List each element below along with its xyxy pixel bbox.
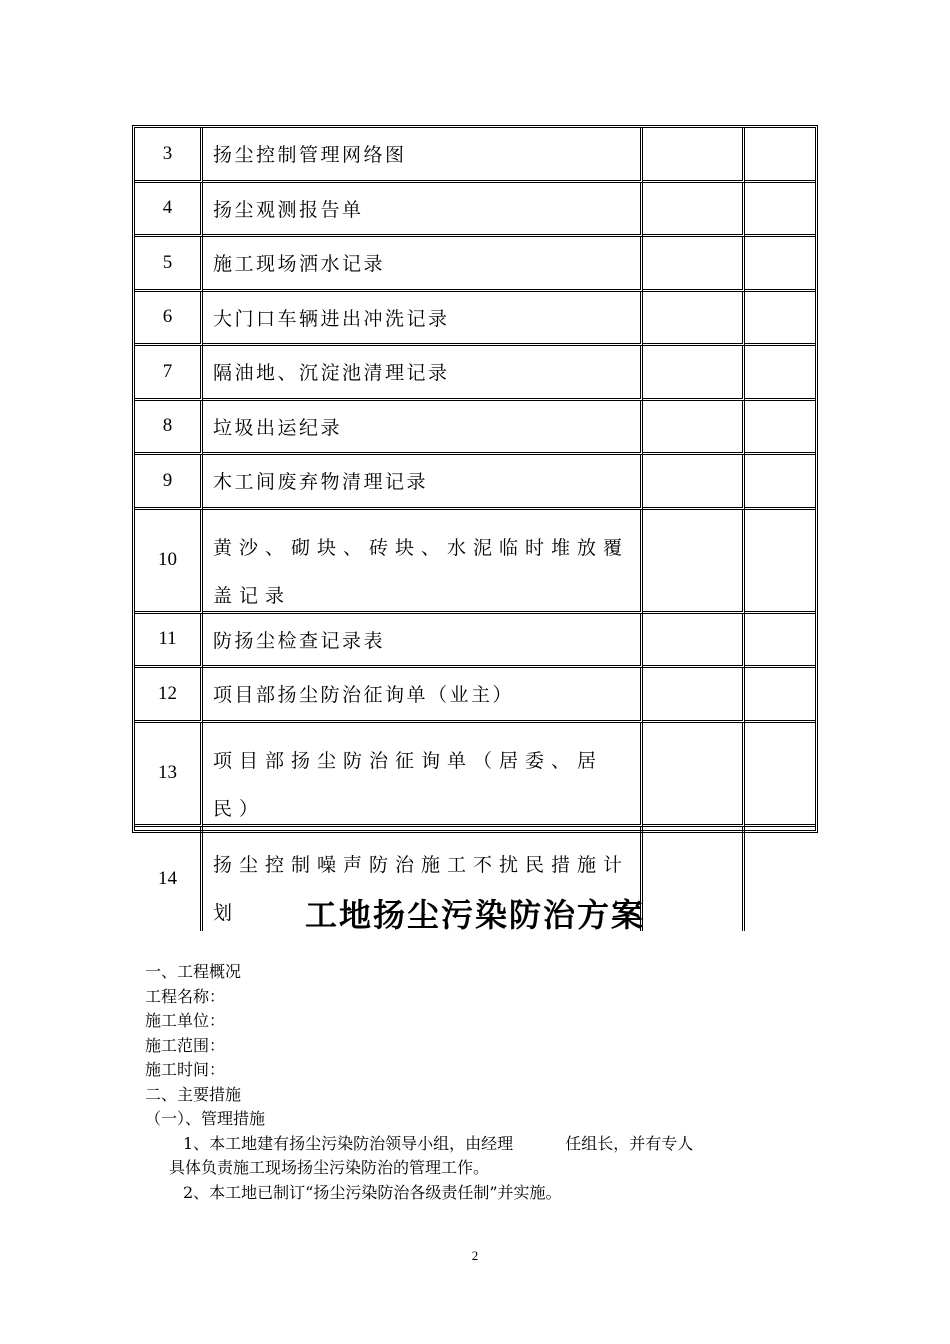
document-title: 工地扬尘污染防治方案: [304, 896, 645, 934]
record-name: 项目部扬尘防治征询单（业主）: [203, 668, 643, 723]
row-number: 14: [135, 827, 203, 931]
table-row: [135, 237, 815, 292]
record-name: 大门口车辆进出冲洗记录: [203, 292, 643, 347]
blank-cell: [745, 614, 815, 669]
construction-scope-field: 施工范围：: [145, 1035, 226, 1055]
row-number: 10: [135, 510, 203, 614]
blank-cell: [745, 237, 815, 292]
row-number: 4: [135, 183, 203, 238]
blank-cell: [643, 723, 745, 827]
item-1: [145, 1132, 815, 1157]
blank-cell: [643, 237, 745, 292]
blank-cell: [745, 401, 815, 456]
row-number: 9: [135, 455, 203, 510]
table-row: [135, 183, 815, 238]
blank-cell: [643, 614, 745, 669]
blank-cell: [643, 668, 745, 723]
blank-cell: [643, 183, 745, 238]
record-name: 扬尘控制管理网络图: [203, 128, 643, 183]
record-name: 垃圾出运纪录: [203, 401, 643, 456]
blank-cell: [745, 510, 815, 614]
table-row: [135, 668, 815, 723]
page-number: 2: [471, 1248, 479, 1263]
row-number: 11: [135, 614, 203, 669]
row-number: 3: [135, 128, 203, 183]
table-row: [135, 128, 815, 183]
blank-cell: [643, 401, 745, 456]
blank-cell: [643, 455, 745, 510]
blank-cell: [643, 346, 745, 401]
row-number: 12: [135, 668, 203, 723]
blank-cell: [745, 292, 815, 347]
row-number: 5: [135, 237, 203, 292]
blank-cell: [643, 292, 745, 347]
item-1-part-a: 1、本工地建有扬尘污染防治领导小组，由经理: [183, 1133, 514, 1153]
record-name: 扬尘控制噪声防治施工不扰民措施计划: [203, 827, 643, 931]
construction-time-field: 施工时间：: [145, 1060, 226, 1079]
table-row: [135, 292, 815, 347]
blank-cell: [745, 723, 815, 827]
item-1-part-b: 任组长，并有专人: [565, 1133, 694, 1153]
blank-cell: [745, 668, 815, 723]
item-2: 2、本工地已制订“扬尘污染防治各级责任制”并实施。: [183, 1182, 562, 1202]
blank-cell: [745, 183, 815, 238]
section-heading-overview: 一、工程概况: [145, 962, 242, 981]
blank-cell: [643, 510, 745, 614]
construction-unit-field: 施工单位：: [145, 1011, 226, 1030]
table-row: [135, 346, 815, 401]
document-body: [145, 960, 815, 1205]
table-row: [135, 510, 815, 614]
blank-cell: [745, 346, 815, 401]
blank-cell: [643, 128, 745, 183]
row-number: 13: [135, 723, 203, 827]
table-row: [135, 723, 815, 827]
record-name: 隔油地、沉淀池清理记录: [203, 346, 643, 401]
blank-cell: [745, 128, 815, 183]
record-name: 项目部扬尘防治征询单（居委、居民）: [203, 723, 643, 827]
record-name: 防扬尘检查记录表: [203, 614, 643, 669]
section-heading-measures: 二、主要措施: [145, 1084, 242, 1104]
record-name: 扬尘观测报告单: [203, 183, 643, 238]
blank-cell: [745, 455, 815, 510]
row-number: 7: [135, 346, 203, 401]
records-table-body: [135, 128, 815, 931]
record-name: 木工间废弃物清理记录: [203, 455, 643, 510]
record-name: 黄沙、砌块、砖块、水泥临时堆放覆盖记录: [203, 510, 643, 614]
item-1-continuation: 具体负责施工现场扬尘污染防治的管理工作。: [169, 1158, 490, 1177]
project-name-field: 工程名称：: [145, 986, 226, 1006]
table-row: [135, 455, 815, 510]
row-number: 8: [135, 401, 203, 456]
subsection-heading-management: （一）、管理措施: [145, 1109, 266, 1128]
row-number: 6: [135, 292, 203, 347]
record-name: 施工现场洒水记录: [203, 237, 643, 292]
table-row: [135, 401, 815, 456]
table-row: [135, 614, 815, 669]
